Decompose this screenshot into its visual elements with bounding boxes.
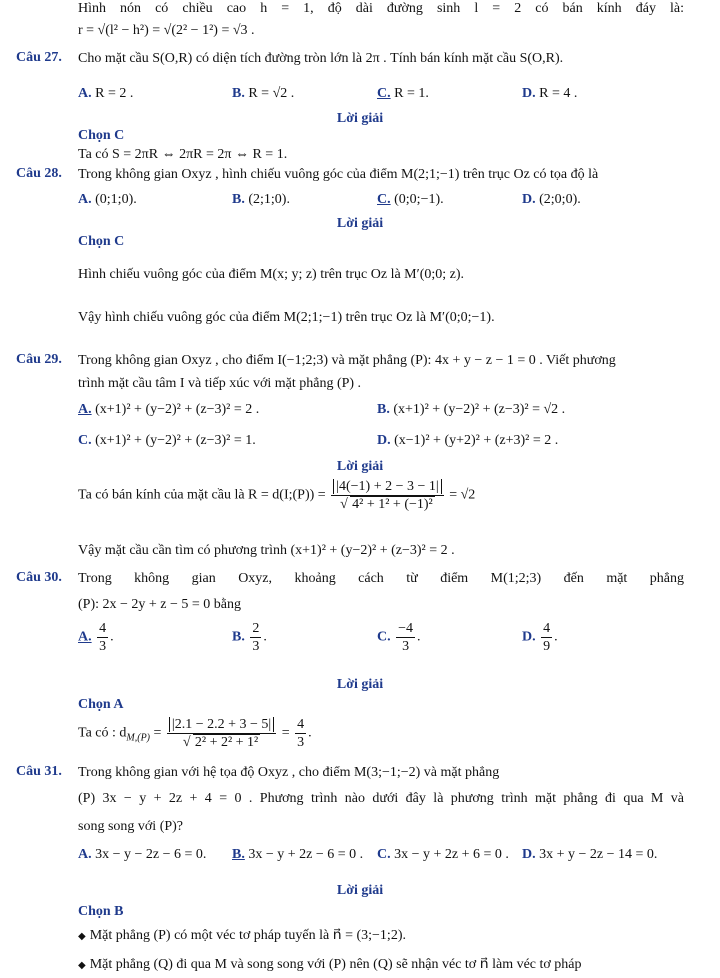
q29-text-2: trình mặt cầu tâm I và tiếp xúc với mặt phẳng (P) .	[78, 376, 362, 391]
q31-text-1: Trong không gian với hệ tọa độ Oxyz , cho điểm M(3;−1;−2) và mặt phẳng	[78, 765, 500, 780]
q30-solution-title: Lời giải	[336, 677, 384, 692]
option-fraction	[97, 620, 108, 655]
option-text: (x−1)² + (y+2)² + (z+3)² = 2 .	[394, 433, 559, 448]
q27-solution-title: Lời giải	[336, 111, 384, 126]
q28-option-b[interactable]	[232, 191, 290, 209]
q31-choice: Chọn B	[78, 904, 124, 919]
option-label: D.	[522, 847, 536, 862]
q29-work-2: Vậy mặt cầu cần tìm có phương trình (x+1)² + (y−2)² + (z−3)² = 2 .	[78, 543, 455, 558]
top-line-2: r = √(l² − h²) = √(2² − 1²) = √3 .	[78, 23, 255, 38]
option-label: B.	[232, 847, 245, 862]
work-text: Ta có : d	[78, 725, 127, 741]
option-text: R = 1.	[394, 86, 429, 101]
fraction-numerator: 4	[99, 621, 107, 636]
option-label: A.	[78, 847, 92, 862]
option-label: C.	[78, 433, 92, 448]
option-text: (x+1)² + (y−2)² + (z−3)² = 1.	[95, 433, 256, 448]
option-text: 3x − y + 2z − 6 = 0 .	[248, 847, 364, 862]
q28-solution-title: Lời giải	[336, 216, 384, 231]
q30-work: Ta có : $d_{M,(P)}$ = |2.1 − 2.2 + 3 − 5| √ 2² + 2² + 1² = $\frac{4}{3}$ .	[78, 716, 312, 751]
bullet-icon: ◆	[78, 960, 86, 971]
fraction-denominator: 2² + 2² + 1²	[194, 735, 259, 750]
q30-text-1: Trong không gian Oxyz, khoảng cách từ điểm M(1;2;3) đến mặt phẳng	[78, 571, 684, 586]
q29-option-b[interactable]	[377, 401, 565, 419]
fraction-numerator: −4	[398, 621, 414, 636]
option-label: B.	[232, 629, 245, 645]
q31-option-b[interactable]	[232, 846, 363, 864]
option-label: D.	[522, 192, 536, 207]
q29-solution-title: Lời giải	[336, 459, 384, 474]
fraction-denominator: 3	[252, 639, 260, 654]
bullet-icon: ◆	[78, 931, 86, 942]
option-label: C.	[377, 192, 391, 207]
top-line-1: Hình nón có chiều cao h = 1, độ dài đường sinh l = 2 có bán kính đáy là:	[78, 1, 684, 16]
option-fraction	[250, 620, 261, 655]
q30-text-2: (P): 2x − 2y + z − 5 = 0 bằng	[78, 597, 242, 612]
option-text: 3x − y + 2z + 6 = 0 .	[394, 847, 509, 862]
fraction-denominator: 3	[297, 735, 305, 750]
q30-number: Câu 30.	[16, 570, 62, 585]
result-fraction	[295, 716, 306, 751]
option-label: B.	[232, 192, 245, 207]
q28-work-1: Hình chiếu vuông góc của điểm M(x; y; z) trên trục Oz là M′(0;0; z).	[78, 267, 465, 282]
option-text: 3x + y − 2z − 14 = 0.	[539, 847, 658, 862]
option-text: R = 4 .	[539, 86, 578, 101]
q28-option-a[interactable]	[78, 191, 137, 209]
q27-option-b[interactable]	[232, 85, 294, 103]
fraction-numerator: |4(−1) + 2 − 3 − 1|	[333, 479, 442, 494]
option-label: C.	[377, 629, 391, 645]
work-subscript: M,(P)	[126, 732, 151, 744]
option-label: C.	[377, 86, 391, 101]
q30-option-d[interactable]: D. $\frac{4}{9}$ .	[522, 621, 558, 654]
q29-option-a[interactable]	[78, 401, 259, 419]
option-label: B.	[377, 402, 390, 417]
q28-work-2: Vậy hình chiếu vuông góc của điểm M(2;1;−1) trên trục Oz là M′(0;0;−1).	[78, 310, 495, 325]
fraction-numerator: 4	[543, 621, 551, 636]
option-label: A.	[78, 86, 92, 101]
fraction-numerator: 2	[252, 621, 260, 636]
q30-option-a[interactable]: A. $\frac{4}{3}$ .	[78, 621, 114, 654]
q27-option-d[interactable]	[522, 85, 577, 103]
q31-solution-title: Lời giải	[336, 883, 384, 898]
q27-work: Ta có S = 2πR ⇔ 2πR = 2π ⇔ R = 1.	[78, 147, 288, 162]
q30-option-c[interactable]: C. $\frac{-4}{3}$ .	[377, 621, 421, 654]
distance-fraction	[167, 716, 276, 751]
bullet-text: Mặt phẳng (P) có một véc tơ pháp tuyến là n⃗ = (3;−1;2).	[89, 928, 406, 943]
q31-text-2: (P) 3x − y + 2z + 4 = 0 . Phương trình nào dưới đây là phương trình mặt phẳng đi qua M và	[78, 791, 684, 806]
option-text: (0;0;−1).	[394, 192, 444, 207]
distance-fraction	[331, 478, 444, 513]
work-result: = √2	[449, 487, 476, 503]
option-fraction	[541, 620, 552, 655]
option-label: A.	[78, 629, 92, 645]
q28-text: Trong không gian Oxyz , hình chiếu vuông góc của điểm M(2;1;−1) trên trục Oz có tọa độ là	[78, 167, 599, 182]
q28-choice: Chọn C	[78, 234, 125, 249]
q29-option-d[interactable]	[377, 432, 558, 450]
option-text: R = √2 .	[248, 86, 295, 101]
work-text: Ta có bán kính của mặt cầu là R = d(I;(P)) =	[78, 487, 326, 503]
q27-text: Cho mặt cầu S(O,R) có diện tích đường tròn lớn là 2π . Tính bán kính mặt cầu S(O,R).	[78, 51, 564, 66]
option-text: 3x − y − 2z − 6 = 0.	[95, 847, 207, 862]
option-fraction	[396, 620, 415, 655]
option-label: D.	[522, 629, 536, 645]
q27-option-a[interactable]	[78, 85, 133, 103]
option-text: (0;1;0).	[95, 192, 137, 207]
option-text: (2;0;0).	[539, 192, 581, 207]
option-label: D.	[377, 433, 391, 448]
option-text: (2;1;0).	[248, 192, 290, 207]
option-text: (x+1)² + (y−2)² + (z−3)² = 2 .	[95, 402, 260, 417]
fraction-denominator: 3	[402, 639, 410, 654]
q31-bullet-1	[78, 927, 406, 946]
q31-option-c[interactable]	[377, 846, 509, 864]
option-text: (x+1)² + (y−2)² + (z−3)² = √2 .	[393, 402, 566, 417]
fraction-denominator: 9	[543, 639, 551, 654]
fraction-numerator: 4	[297, 717, 305, 732]
fraction-denominator: 3	[99, 639, 107, 654]
q29-work-radius	[78, 478, 475, 513]
q29-text-1: Trong không gian Oxyz , cho điểm I(−1;2;3) và mặt phẳng (P): 4x + y − z − 1 = 0 . Viết phương	[78, 353, 616, 368]
q28-option-d[interactable]	[522, 191, 581, 209]
q30-choice: Chọn A	[78, 697, 124, 712]
option-text: R = 2 .	[95, 86, 134, 101]
q31-option-d[interactable]	[522, 846, 657, 864]
fraction-denominator: 4² + 1² + (−1)²	[352, 497, 433, 512]
q31-text-3: song song với (P)?	[78, 819, 184, 834]
q28-number: Câu 28.	[16, 166, 62, 181]
q30-option-b[interactable]: B. $\frac{2}{3}$ .	[232, 621, 267, 654]
option-label: A.	[78, 402, 92, 417]
bullet-text: Mặt phẳng (Q) đi qua M và song song với (P) nên (Q) sẽ nhận véc tơ n⃗ làm véc tơ pháp	[89, 957, 582, 972]
q31-option-a[interactable]	[78, 846, 206, 864]
q31-number: Câu 31.	[16, 764, 62, 779]
option-label: B.	[232, 86, 245, 101]
q27-option-c[interactable]	[377, 85, 429, 103]
q29-option-c[interactable]	[78, 432, 256, 450]
option-label: D.	[522, 86, 536, 101]
q27-number: Câu 27.	[16, 50, 62, 65]
option-label: C.	[377, 847, 391, 862]
q31-bullet-2	[78, 956, 582, 975]
q27-choice: Chọn C	[78, 128, 125, 143]
q29-number: Câu 29.	[16, 352, 62, 367]
option-label: A.	[78, 192, 92, 207]
q28-option-c[interactable]	[377, 191, 444, 209]
fraction-numerator: |2.1 − 2.2 + 3 − 5|	[169, 717, 274, 732]
